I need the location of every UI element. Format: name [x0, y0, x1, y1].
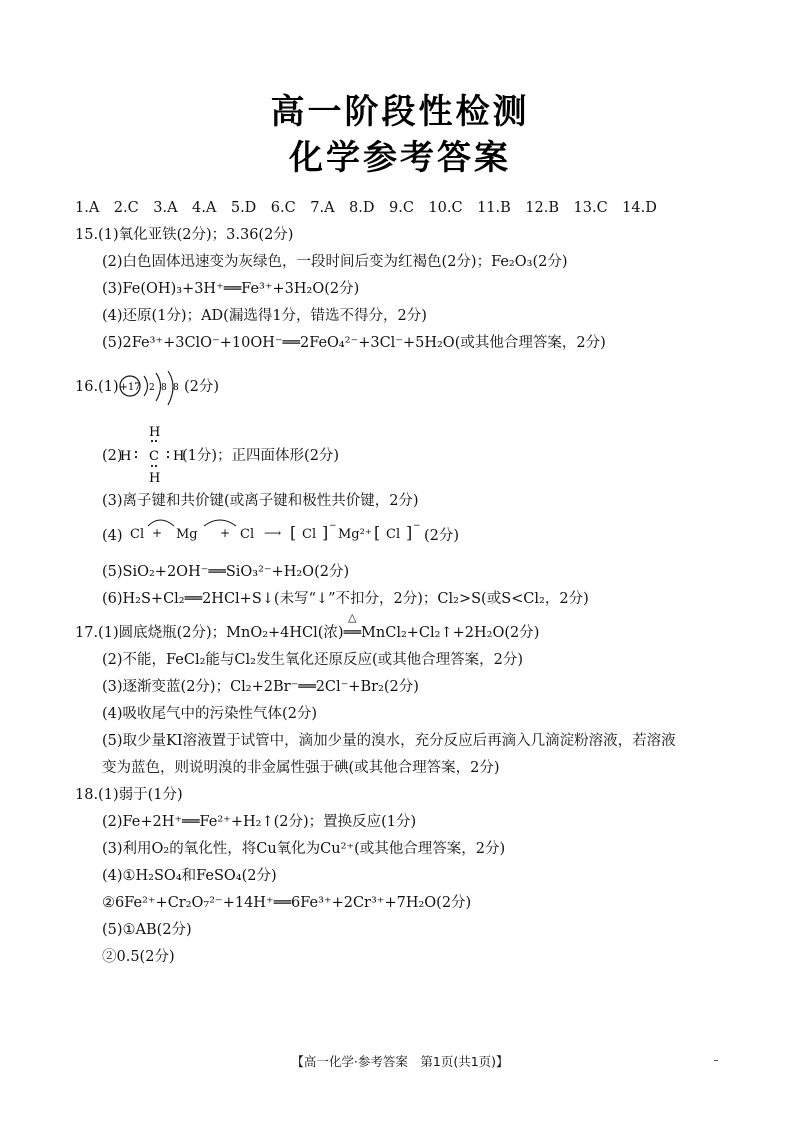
q16-line-4-suffix: (2分) — [424, 528, 460, 544]
q17-line-4: (4)吸收尾气中的污染性气体(2分) — [102, 706, 318, 722]
cl-ion-left: Cl — [302, 527, 317, 542]
ch4-left-h: H — [120, 449, 132, 464]
q17-line-3: (3)逐渐变蓝(2分)；Cl₂+2Br⁻══2Cl⁻+Br₂(2分) — [102, 679, 419, 695]
bracket-close: ] — [322, 523, 329, 542]
electron-dot — [151, 440, 153, 442]
electron-dot — [135, 456, 137, 458]
q17-line-2: (2)不能，FeCl₂能与Cl₂发生氧化还原反应(或其他合理答案，2分) — [102, 652, 524, 668]
q18-line-1: 18.(1)弱于(1分) — [75, 787, 183, 803]
q17-line-5: (5)取少量KI溶液置于试管中，滴加少量的溴水，充分反应后再滴入几滴淀粉溶液，若溶液 — [102, 733, 676, 749]
q18-line-4: (4)①H₂SO₄和FeSO₄(2分) — [102, 868, 277, 884]
corner-mark — [714, 1060, 718, 1061]
q16-line-2-prefix: (2) — [102, 448, 123, 464]
mc-answers: 1.A 2.C 3.A 4.A 5.D 6.C 7.A 8.D 9.C 10.C 11.B 12.B 13.C 14.D — [75, 200, 657, 216]
plus-sign: + — [220, 526, 231, 540]
mgcl2-formation-diagram — [124, 514, 424, 550]
bracket-open: [ — [374, 523, 381, 542]
cl-atom-right: Cl — [240, 527, 255, 542]
q15-line-1: 15.(1)氧化亚铁(2分)；3.36(2分) — [75, 227, 294, 243]
q18-line-3: (3)利用O₂的氧化性，将Cu氧化为Cu²⁺(或其他合理答案，2分) — [102, 841, 506, 857]
q16-line-6: (6)H₂S+Cl₂══2HCl+S↓(未写“↓”不扣分，2分)；Cl₂>S(或S<Cl₂，2分) — [102, 591, 589, 607]
yield-arrow: ⟶ — [264, 526, 282, 540]
bracket-open: [ — [290, 523, 297, 542]
q18-line-7: ②0.5(2分) — [102, 949, 175, 965]
ch4-carbon: C — [149, 449, 159, 464]
ch4-right-h: H — [173, 449, 185, 464]
q15-line-4: (4)还原(1分)；AD(漏选得1分，错选不得分，2分) — [102, 308, 427, 324]
electron-dot — [151, 465, 153, 467]
chlorine-atom-structure-diagram — [118, 370, 190, 410]
q16-line-5: (5)SiO₂+2OH⁻══SiO₃²⁻+H₂O(2分) — [102, 564, 350, 580]
q15-line-3: (3)Fe(OH)₃+3H⁺══Fe³⁺+3H₂O(2分) — [102, 281, 360, 297]
q18-line-5: ②6Fe²⁺+Cr₂O₇²⁻+14H⁺══6Fe³⁺+2Cr³⁺+7H₂O(2分) — [102, 895, 472, 911]
q17-line-6: 变为蓝色，则说明溴的非金属性强于碘(或其他合理答案，2分) — [102, 760, 500, 776]
ch4-bottom-h: H — [149, 471, 161, 486]
q16-line-4-prefix: (4) — [102, 528, 123, 544]
q15-line-5: (5)2Fe³⁺+3ClO⁻+10OH⁻══2FeO₄²⁻+3Cl⁻+5H₂O(或其他合理答案，2分) — [102, 335, 606, 351]
electron-shell-2 — [156, 373, 161, 401]
electron-dot — [155, 440, 157, 442]
ion-charge: − — [329, 521, 337, 531]
shell-1-electrons: 2 — [149, 383, 155, 393]
electron-dot — [167, 451, 169, 453]
cl-atom-left: Cl — [130, 527, 145, 542]
q15-line-2: (2)白色固体迅速变为灰绿色，一段时间后变为红褐色(2分)；Fe₂O₃(2分) — [102, 254, 568, 270]
electron-dot — [155, 465, 157, 467]
mg-ion: Mg²⁺ — [338, 527, 372, 542]
methane-electron-dot-formula — [120, 420, 185, 486]
nucleus-charge: +17 — [119, 382, 141, 393]
q17-line-1: 17.(1)圆底烧瓶(2分)；MnO₂+4HCl(浓)══MnCl₂+Cl₂↑+2H₂O(2分) — [75, 625, 540, 641]
q16-line-1-suffix: (2分) — [184, 379, 220, 395]
bracket-close: ] — [406, 523, 413, 542]
shell-2-electrons: 8 — [161, 383, 167, 393]
page-title: 高一阶段性检测 — [270, 92, 530, 132]
q16-line-1-prefix: 16.(1) — [75, 379, 119, 395]
electron-dot — [167, 456, 169, 458]
q16-line-3: (3)离子键和共价键(或离子键和极性共价键，2分) — [102, 493, 419, 509]
ch4-top-h: H — [149, 425, 161, 440]
plus-sign: + — [152, 526, 163, 540]
q18-line-2: (2)Fe+2H⁺══Fe²⁺+H₂↑(2分)；置换反应(1分) — [102, 814, 417, 830]
q18-line-6: (5)①AB(2分) — [102, 922, 192, 938]
cl-ion-right: Cl — [386, 527, 401, 542]
heat-symbol: △ — [348, 611, 357, 624]
page-subtitle: 化学参考答案 — [289, 138, 511, 178]
shell-3-electrons: 8 — [173, 383, 179, 393]
q16-line-2-suffix: (1分)；正四面体形(2分) — [182, 448, 340, 464]
page-footer: 【高一化学·参考答案 第1页(共1页)】 — [291, 1054, 509, 1069]
ion-charge: − — [413, 521, 421, 531]
electron-shell-1 — [144, 376, 148, 396]
electron-dot — [135, 451, 137, 453]
mg-atom: Mg — [176, 527, 198, 542]
